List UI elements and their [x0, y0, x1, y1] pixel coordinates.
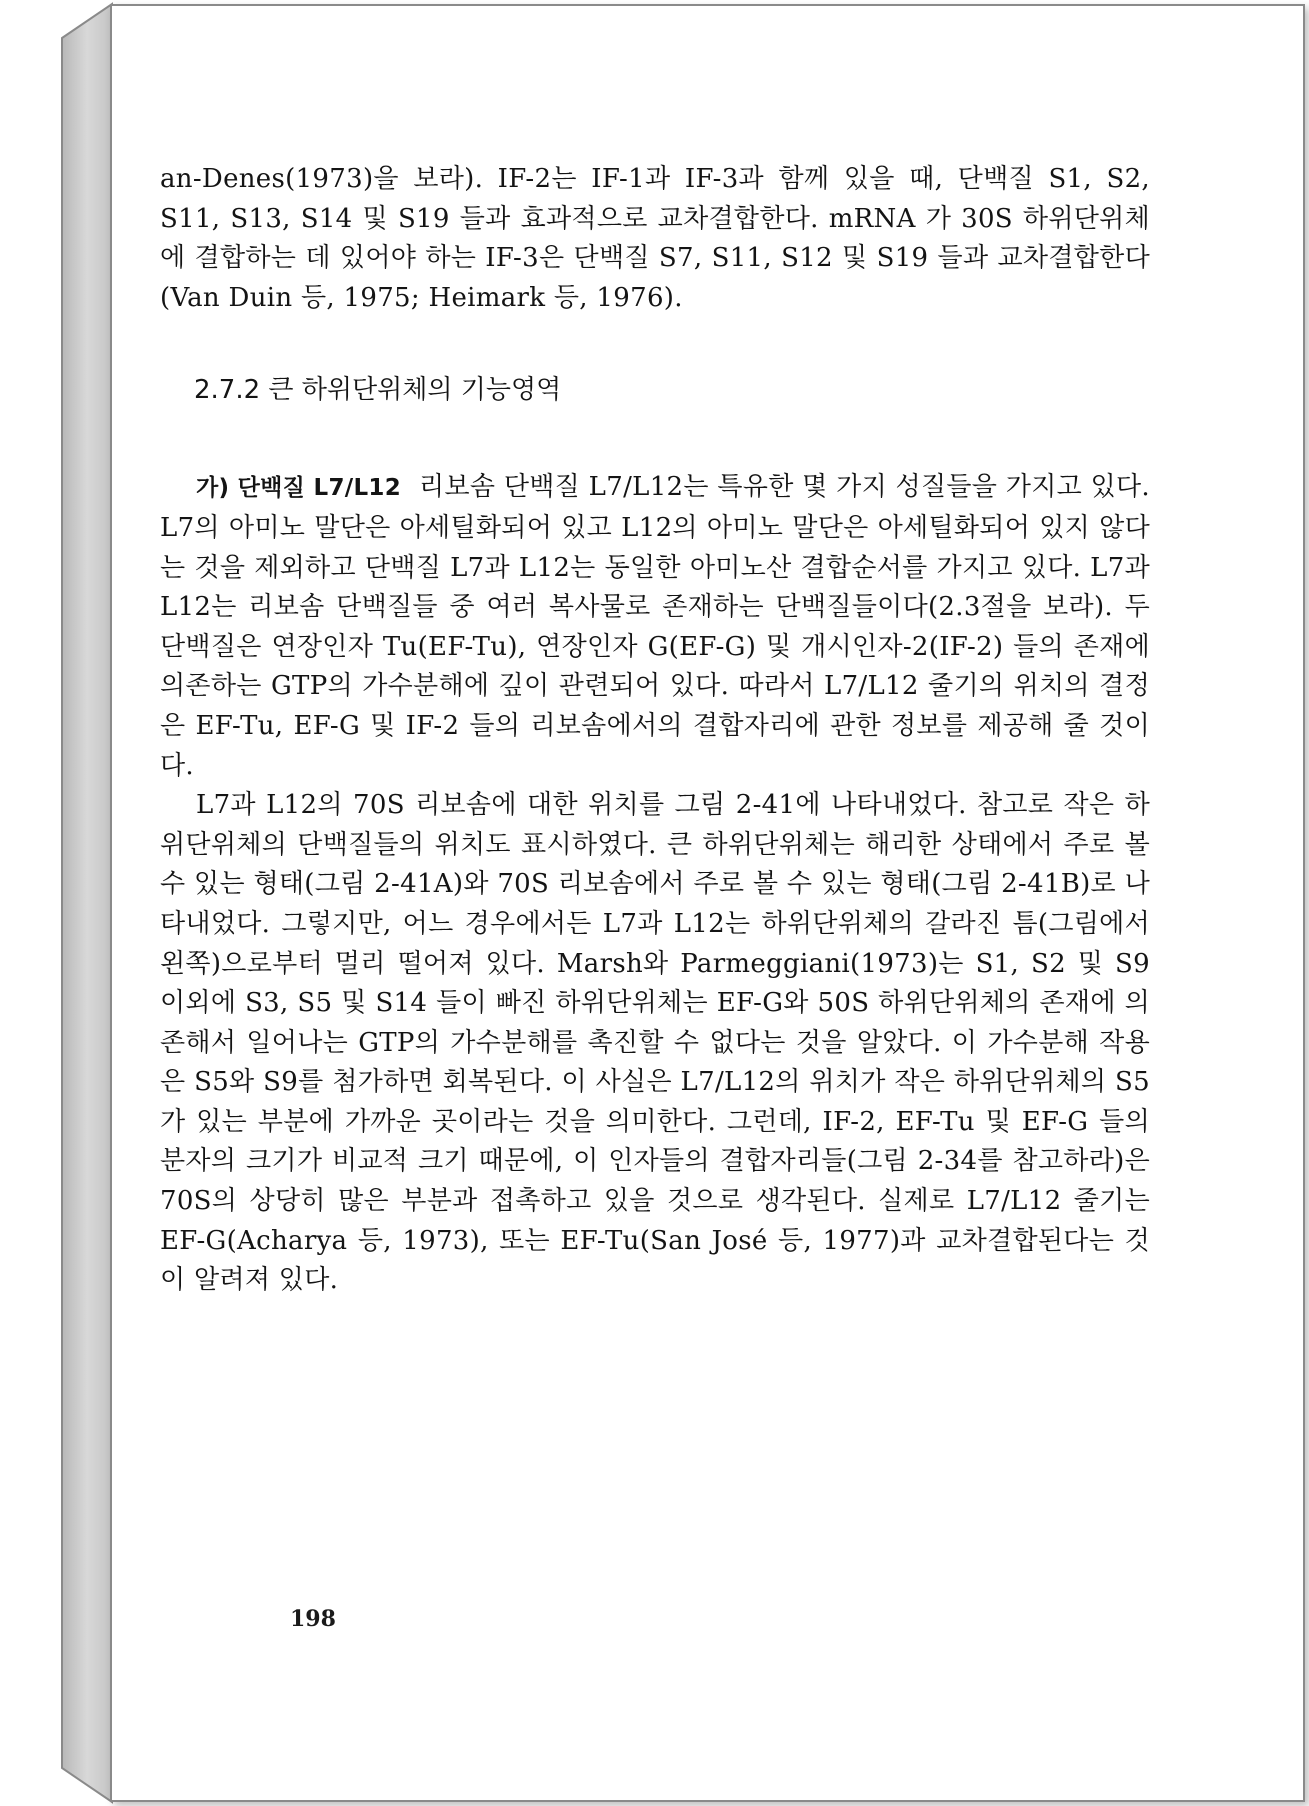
- paragraph-1: an-Denes(1973)을 보라). IF-2는 IF-1과 IF-3과 함께 있을 때, 단백질 S1, S2, S11, S13, S14 및 S19 들과 효과적으로 교차결합한다. mRNA 가 30S 하위단위체에 결합하는 데 있어야 하는 IF-3은 단백질 S7, S11, S12 및 S19 들과 교차결합한다(Van Duin 등, 1975; Heimark 등, 1976).: [160, 164, 1150, 313]
- paragraph-3: L7과 L12의 70S 리보솜에 대한 위치를 그림 2-41에 나타내었다. 참고로 작은 하위단위체의 단백질들의 위치도 표시하였다. 큰 하위단위체는 해리한 상태에서 주로 볼 수 있는 형태(그림 2-41A)와 70S 리보솜에서 주로 볼 수 있는 형태(그림 2-41B)로 나타내었다. 그렇지만, 어느 경우에서든 L7과 L12는 하위단위체의 갈라진 틈(그림에서 왼쪽)으로부터 멀리 떨어져 있다. Marsh와 Parmeggiani(1973)는 S1, S2 및 S9 이외에 S3, S5 및 S14 들이 빠진 하위단위체는 EF-G와 50S 하위단위체의 존재에 의존해서 일어나는 GTP의 가수분해를 촉진할 수 없다는 것을 알았다. 이 가수분해 작용은 S5와 S9를 첨가하면 회복된다. 이 사실은 L7/L12의 위치가 작은 하위단위체의 S5가 있는 부분에 가까운 곳이라는 것을 의미한다. 그런데, IF-2, EF-Tu 및 EF-G 들의 분자의 크기가 비교적 크기 때문에, 이 인자들의 결합자리들(그림 2-34를 참고하라)은 70S의 상당히 많은 부분과 접촉하고 있을 것으로 생각된다. 실제로 L7/L12 줄기는 EF-G(Acharya 등, 1973), 또는 EF-Tu(San José 등, 1977)과 교차결합된다는 것이 알려져 있다.: [160, 790, 1150, 1296]
- book-spine-side: [62, 4, 112, 1802]
- page-body: [160, 160, 1150, 1301]
- page-number: 198: [290, 1606, 336, 1632]
- paragraph-2: [160, 468, 1150, 786]
- paragraph-2-lead: 가) 단백질 L7/L12: [196, 475, 402, 502]
- section-heading: 2.7.2 큰 하위단위체의 기능영역: [194, 375, 562, 406]
- paragraph-2-text: 리보솜 단백질 L7/L12는 특유한 몇 가지 성질들을 가지고 있다. L7의 아미노 말단은 아세틸화되어 있고 L12의 아미노 말단은 아세틸화되어 있지 않다는 것을 제외하고 단백질 L7과 L12는 동일한 아미노산 결합순서를 가지고 있다. L7과 L12는 리보솜 단백질들 중 여러 복사물로 존재하는 단백질들이다(2.3절을 보라). 두 단백질은 연장인자 Tu(EF-Tu), 연장인자 G(EF-G) 및 개시인자-2(IF-2) 들의 존재에 의존하는 GTP의 가수분해에 깊이 관련되어 있다. 따라서 L7/L12 줄기의 위치의 결정은 EF-Tu, EF-G 및 IF-2 들의 리보솜에서의 결합자리에 관한 정보를 제공해 줄 것이다.: [160, 472, 1150, 781]
